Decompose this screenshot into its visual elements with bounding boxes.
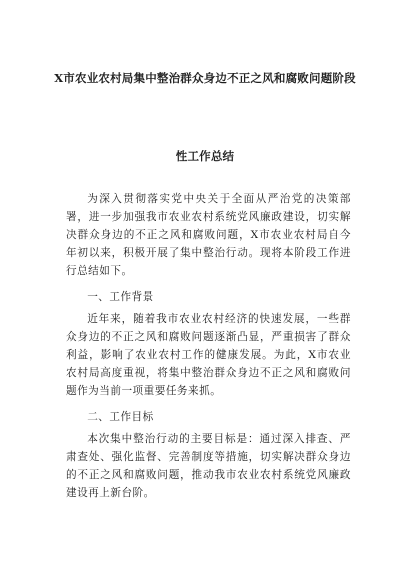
- intro-paragraph: 为深入贯彻落实党中央关于全面从严治党的决策部署，进一步加强我市农业农村系统党风廉政建设，切实解决群众身边的不正之风和腐败问题，X市农业农村局自今年初以来，积极开展了集中整治行动。现将本阶段工作进行总结如下。: [66, 193, 351, 277]
- document-title-line-1: X市农业农村局集中整治群众身边不正之风和腐败问题阶段: [54, 71, 356, 85]
- document-title-line-2: 性工作总结: [175, 149, 235, 163]
- section-1-paragraph: 近年来，随着我市农业农村经济的快速发展，一些群众身边的不正之风和腐败问题逐渐凸显，严重损害了群众利益，影响了农业农村工作的健康发展。为此，X市农业农村局高度重视，将集中整治群众身边不正之风和腐败问题作为当前一项重要任务来抓。: [66, 313, 351, 397]
- section-2-paragraph: 本次集中整治行动的主要目标是：通过深入排查、严肃查处、强化监督、完善制度等措施，切实解决群众身边的不正之风和腐败问题，推动我市农业农村系统党风廉政建设再上新台阶。: [66, 433, 351, 499]
- section-2-heading: 二、工作目标: [87, 411, 154, 423]
- section-1-heading: 一、工作背景: [87, 291, 154, 303]
- document-body: [66, 190, 351, 502]
